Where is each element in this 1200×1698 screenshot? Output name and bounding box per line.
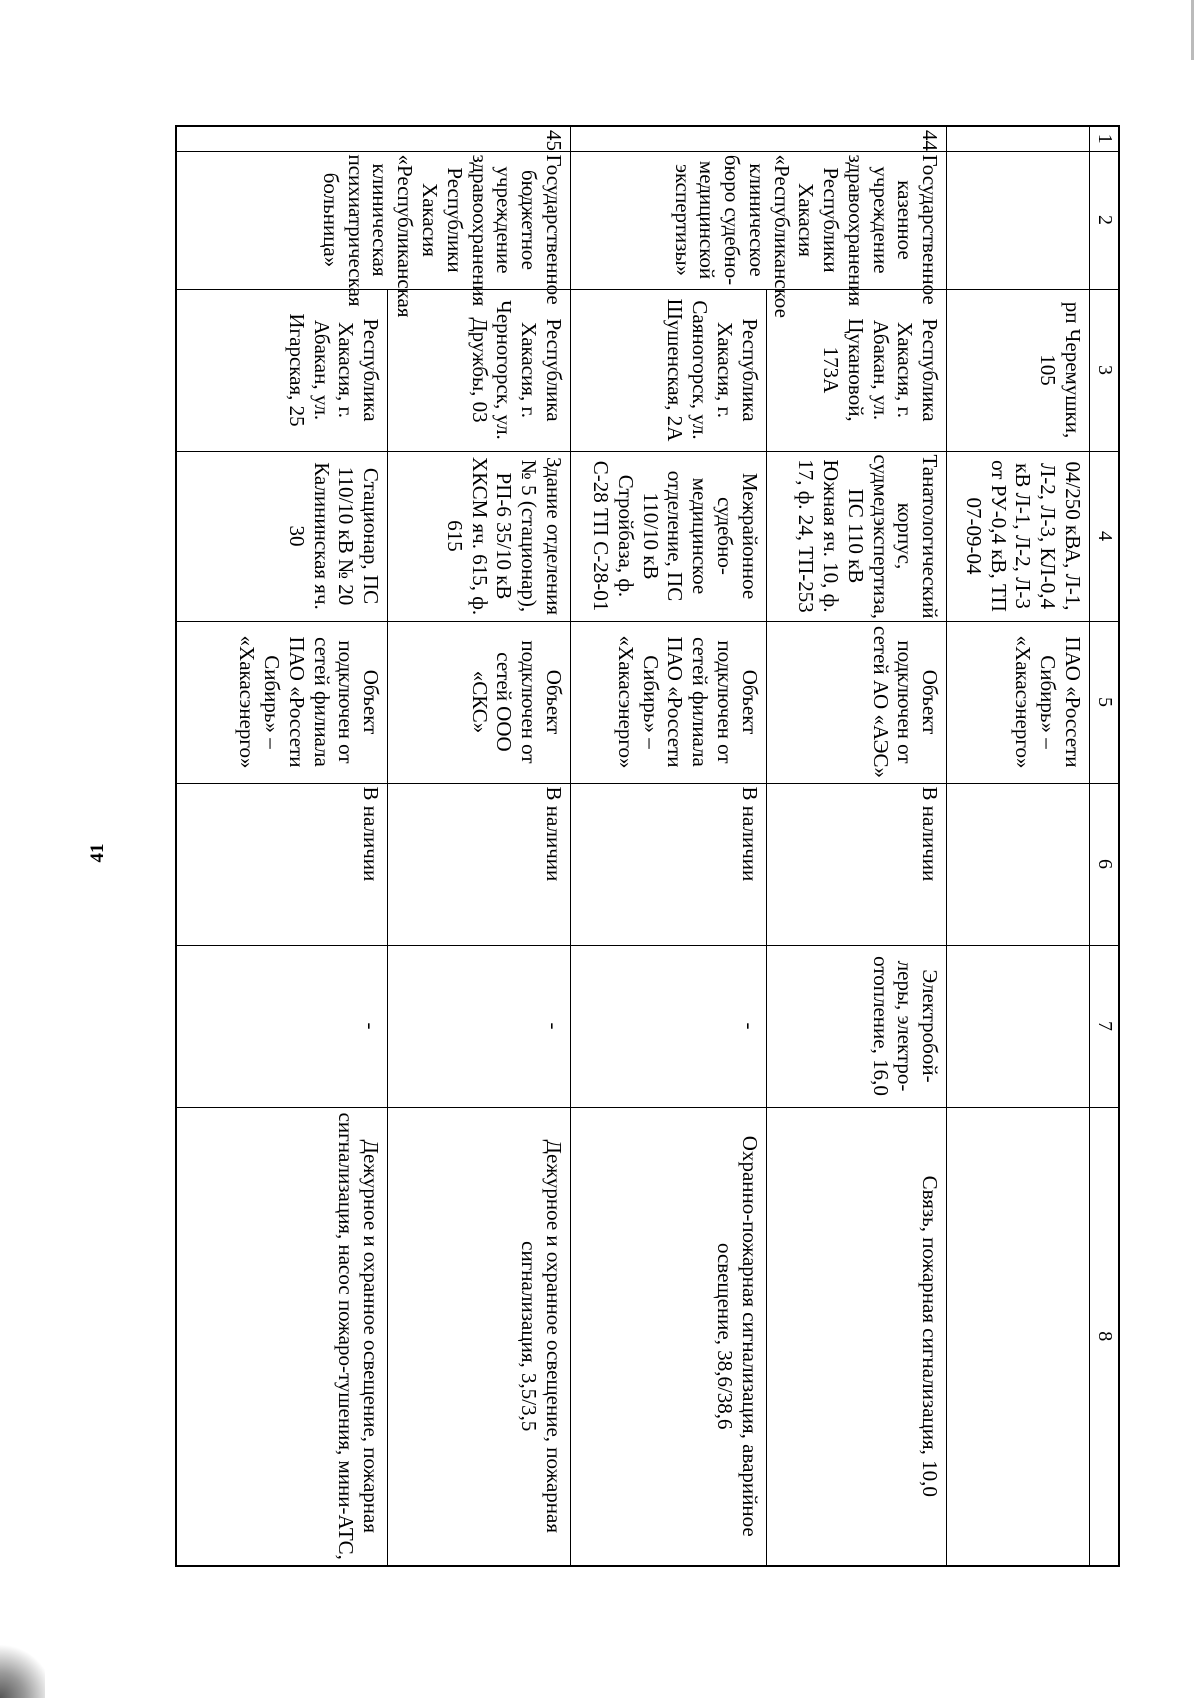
power-source-cell: Танатологический корпус, судмедэкспертиза, ПС 110 кВ Южная яч. 10, ф. 17, ф. 24, ТП-253 <box>766 451 947 621</box>
network-owner-cell: ПАО «Россети Сибирь» – «Хакасэнерго» <box>947 621 1090 783</box>
table-row <box>176 126 388 1566</box>
availability-cell: В наличии <box>388 783 571 945</box>
heating-cell: - <box>176 945 388 1107</box>
availability-cell: В наличии <box>176 783 388 945</box>
critical-loads-cell: Дежурное и охранное освещение, пожарная сигнализация, насос пожаро-тушения, мини-АТС, <box>176 1107 388 1566</box>
column-number: 7 <box>1089 945 1119 1107</box>
heating-cell: Электробой-леры, электро-отопление, 16,0 <box>766 945 947 1107</box>
address-cell: Республика Хакасия, г. Черногорск, ул. Дружбы, 03 <box>388 289 571 451</box>
heating-cell <box>947 945 1090 1107</box>
register-table <box>175 125 1120 1567</box>
column-number: 5 <box>1089 621 1119 783</box>
heating-cell: - <box>388 945 571 1107</box>
entry-number-cell: 45 <box>176 126 570 151</box>
organization-cell <box>947 151 1090 289</box>
critical-loads-cell: Связь, пожарная сигнализация, 10,0 <box>766 1107 947 1566</box>
table-row <box>766 126 947 1566</box>
address-cell: Республика Хакасия, г. Саяногорск, ул. Шушенская, 2А <box>570 289 766 451</box>
table-row <box>388 126 571 1566</box>
availability-cell: В наличии <box>570 783 766 945</box>
scan-corner-shadow <box>0 1643 45 1698</box>
availability-cell <box>947 783 1090 945</box>
availability-cell: В наличии <box>766 783 947 945</box>
network-owner-cell: Объект подключен от сетей филиала ПАО «Россети Сибирь» – «Хакасэнерго» <box>570 621 766 783</box>
power-source-cell: 04/250 кВА, Л-1, Л-2, Л-3, КЛ-0,4 кВ Л-1, Л-2, Л-3 от РУ-0,4 кВ, ТП 07-09-04 <box>947 451 1090 621</box>
address-cell: Республика Хакасия, г. Абакан, ул. Цукановой, 173А <box>766 289 947 451</box>
critical-loads-cell <box>947 1107 1090 1566</box>
column-number: 6 <box>1089 783 1119 945</box>
scan-edge-mark <box>1191 0 1194 60</box>
column-number-row <box>1089 126 1119 1566</box>
address-cell: Республика Хакасия, г. Абакан, ул. Игарская, 25 <box>176 289 388 451</box>
power-source-cell: Межрайонное судебно-медицинское отделение, ПС 110/10 кВ Стройбаза, ф. С-28 ТП С-28-01 <box>570 451 766 621</box>
heating-cell: - <box>570 945 766 1107</box>
page-number: 41 <box>87 843 108 863</box>
network-owner-cell: Объект подключен от сетей ООО «СКС» <box>388 621 571 783</box>
table-row <box>570 126 766 1566</box>
entry-number-cell <box>947 126 1090 151</box>
organization-cell: Государственное казенное учреждение здравоохранения Республики Хакасия «Республиканское клиническое бюро судебно-медицинской экспертизы» <box>570 151 946 289</box>
column-number: 8 <box>1089 1107 1119 1566</box>
organization-cell: Государственное бюджетное учреждение здравоохранения Республики Хакасия «Республиканская клиническая психиатрическая больница» <box>176 151 570 289</box>
continuation-row <box>947 126 1090 1566</box>
power-source-cell: Стационар, ПС 110/10 кВ № 20 Калининская яч. 30 <box>176 451 388 621</box>
network-owner-cell: Объект подключен от сетей филиала ПАО «Россети Сибирь» – «Хакасэнерго» <box>176 621 388 783</box>
entry-number-cell: 44 <box>570 126 946 151</box>
critical-loads-cell: Охранно-пожарная сигнализация, аварийное освещение, 38,6/38,6 <box>570 1107 766 1566</box>
power-source-cell: Здание отделения № 5 (стационар), РП-6 35/10 кВ ХКСМ яч. 615, ф. 615 <box>388 451 571 621</box>
address-cell: рп Черемушки, 105 <box>947 289 1090 451</box>
column-number: 1 <box>1089 126 1119 151</box>
column-number: 3 <box>1089 289 1119 451</box>
register-table-rotated <box>175 125 1120 1565</box>
network-owner-cell: Объект подключен от сетей АО «АЭС» <box>766 621 947 783</box>
column-number: 4 <box>1089 451 1119 621</box>
critical-loads-cell: Дежурное и охранное освещение, пожарная сигнализация, 3,5/3,5 <box>388 1107 571 1566</box>
column-number: 2 <box>1089 151 1119 289</box>
